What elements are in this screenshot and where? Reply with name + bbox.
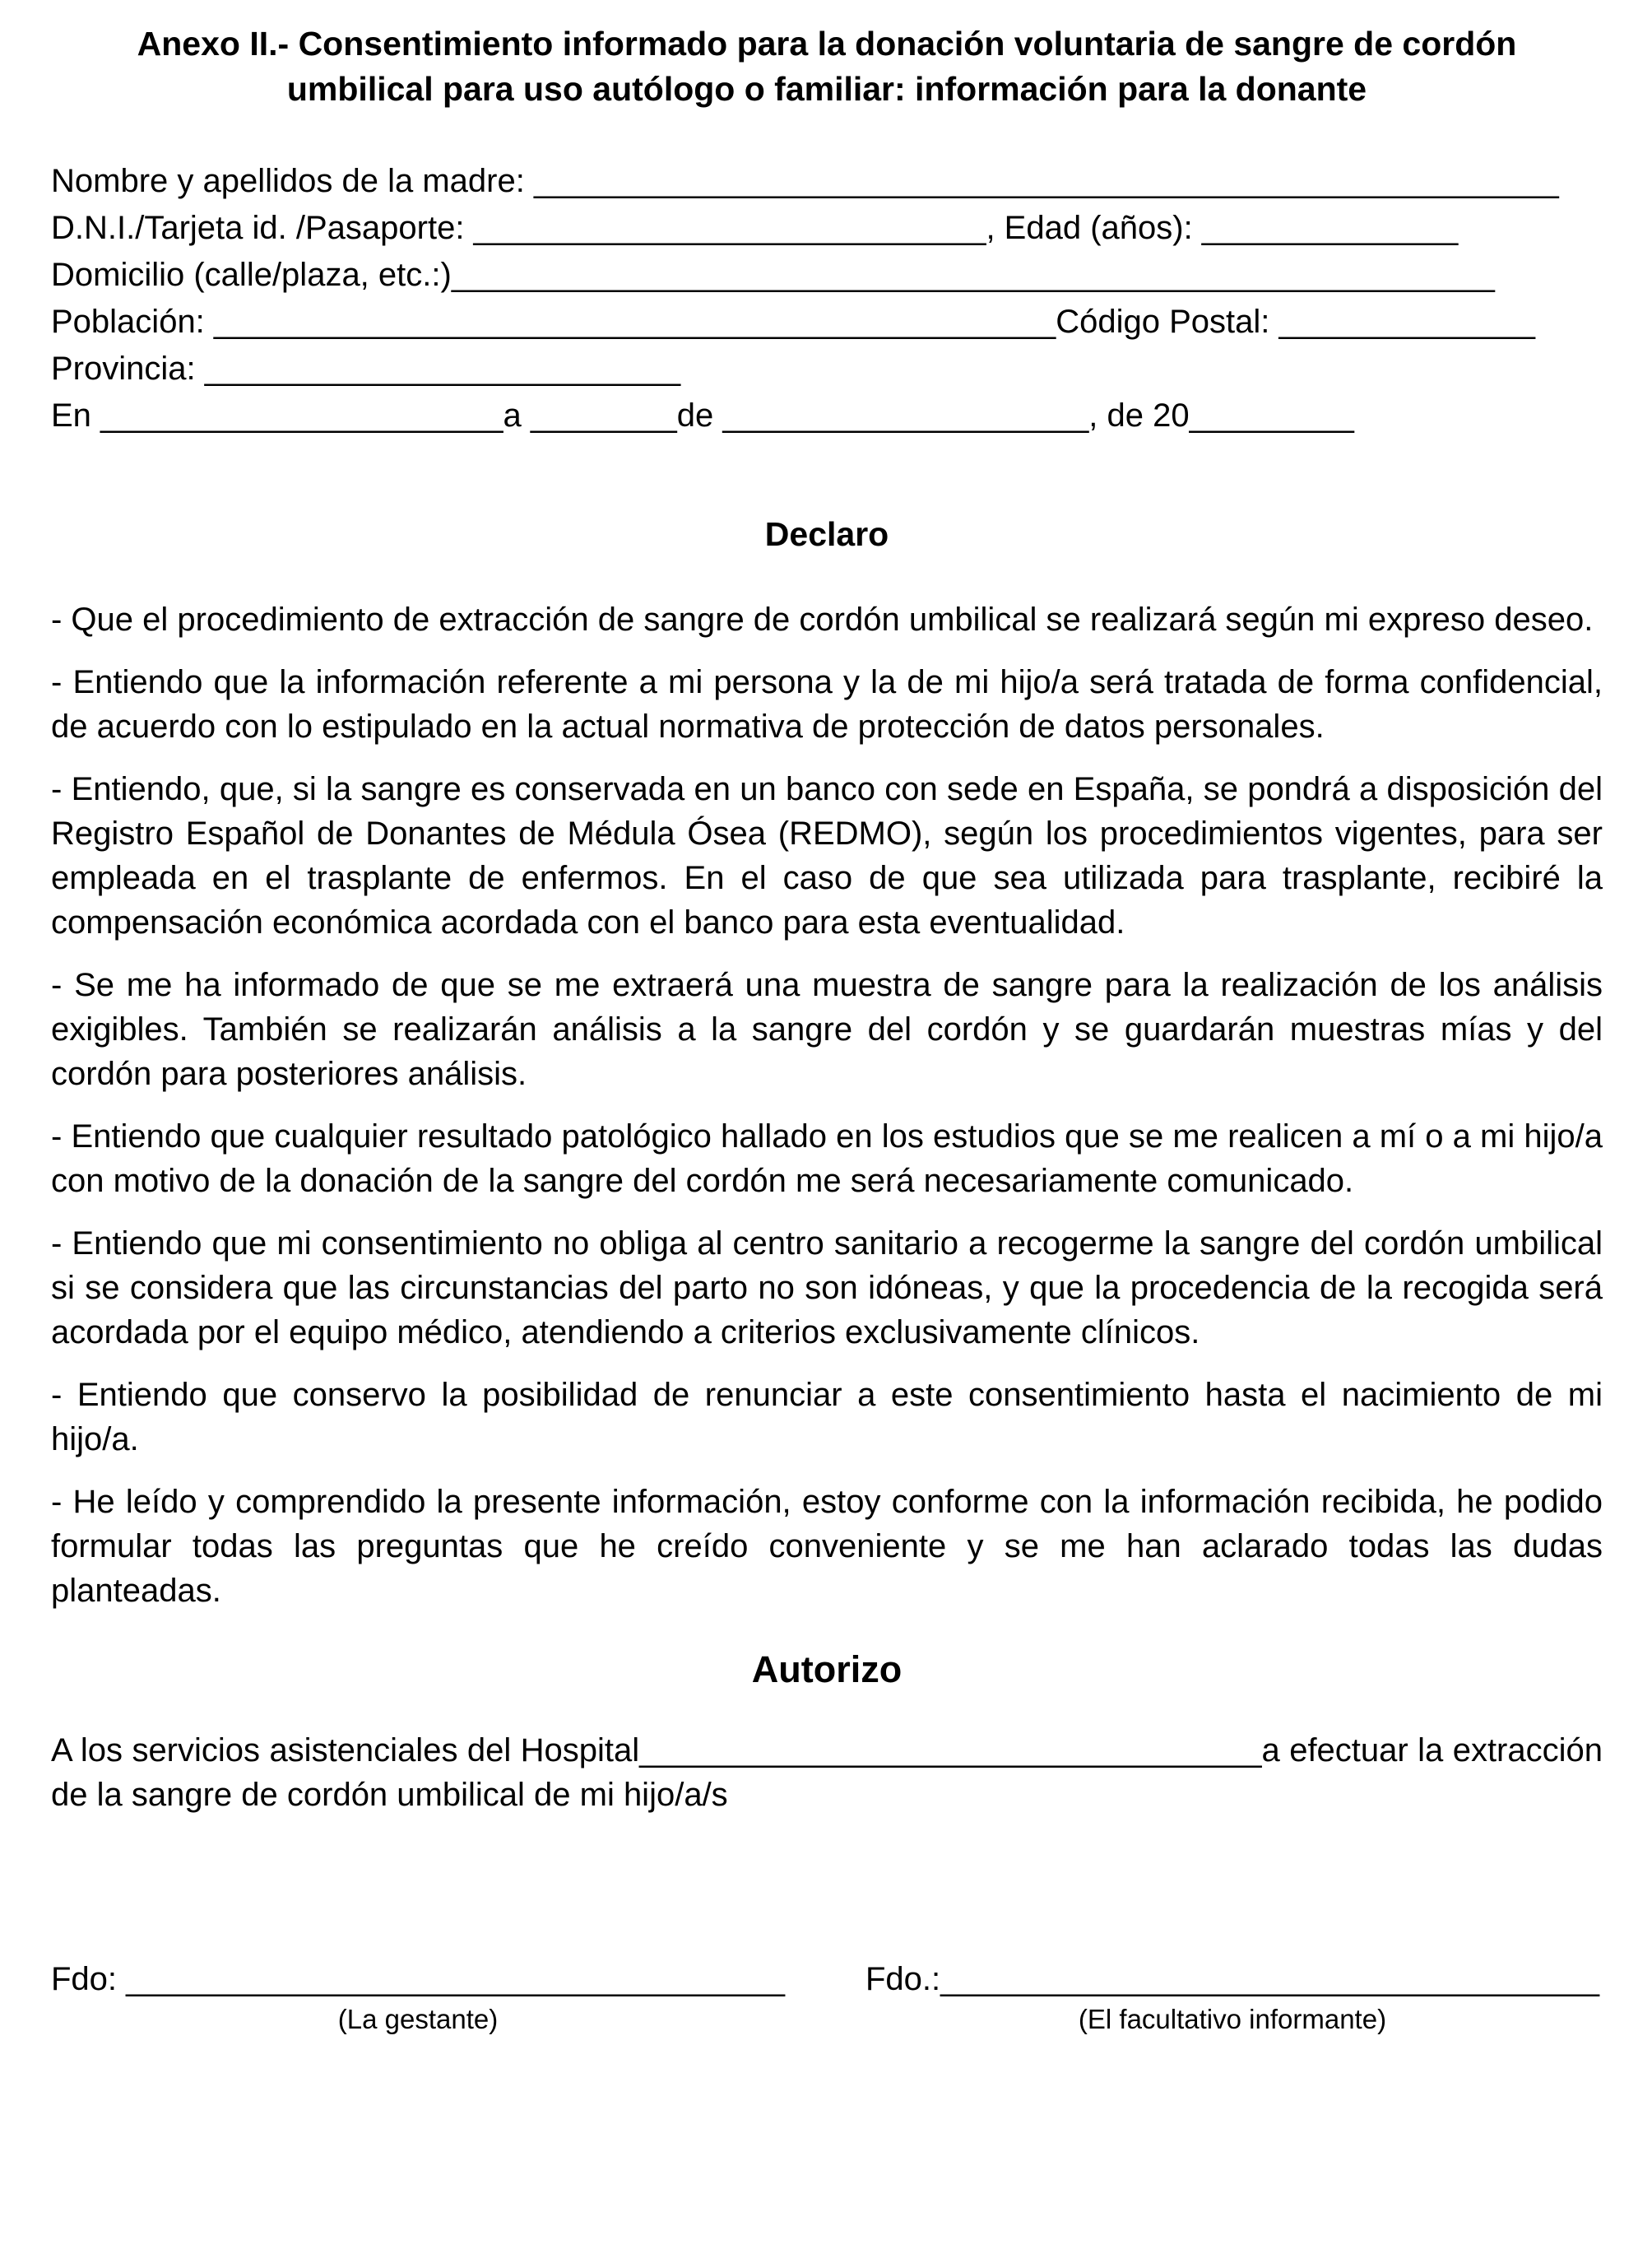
section-heading-declaro: Declaro [764, 515, 889, 553]
signature-line-gestante: Fdo: ____________________________________ [51, 1961, 786, 1997]
declaration-item-8: - He leído y comprendido la presente información, estoy conforme con la información recibida, he podido formular todas las preguntas que he creído conveniente y se me han aclarado todas las dudas planteadas. [51, 1484, 1603, 1609]
signatures-row [51, 1957, 1603, 2036]
donor-data-fields [51, 158, 1603, 439]
document-title-line-1: Anexo II.- Consentimiento informado para la donación voluntaria de sangre de cordón [137, 25, 1517, 63]
declaration-item-7: - Entiendo que conservo la posibilidad de renunciar a este consentimiento hasta el nacimiento de mi hijo/a. [51, 1377, 1603, 1457]
signature-block-facultativo [865, 1957, 1599, 2036]
declaration-item-1: - Que el procedimiento de extracción de sangre de cordón umbilical se realizará según mi expreso deseo. [51, 602, 1594, 638]
declaration-item-6: - Entiendo que mi consentimiento no obliga al centro sanitario a recogerme la sangre del cordón umbilical si se considera que las circunstancias del parto no son idóneas, y que la procedencia de la recogida será acordada por el equipo médico, atendiendo a criterios exclusivamente clínicos. [51, 1225, 1603, 1350]
signature-caption-gestante: (La gestante) [337, 2004, 499, 2034]
field-nombre-madre: Nombre y apellidos de la madre: ________________________________________________________ [51, 163, 1559, 199]
field-dni-edad: D.N.I./Tarjeta id. /Pasaporte: ____________________________, Edad (años): ______________ [51, 210, 1459, 246]
declaration-item-4: - Se me ha informado de que se me extraerá una muestra de sangre para la realización de los análisis exigibles. También se realizarán análisis a la sangre del cordón y se guardarán muestras mías y del cordón para posteriores análisis. [51, 967, 1603, 1092]
document-title [51, 21, 1603, 112]
field-domicilio: Domicilio (calle/plaza, etc.:)_________________________________________________________ [51, 257, 1495, 293]
document-title-line-2: umbilical para uso autólogo o familiar: información para la donante [286, 70, 1367, 108]
declaration-item-2: - Entiendo que la información referente a mi persona y la de mi hijo/a será tratada de forma confidencial, de acuerdo con lo estipulado en la actual normativa de protección de datos personales. [51, 664, 1603, 745]
declarations-list [51, 597, 1603, 1613]
section-heading-autorizo: Autorizo [751, 1648, 903, 1690]
field-provincia: Provincia: __________________________ [51, 351, 681, 387]
signature-line-facultativo: Fdo.:____________________________________ [865, 1961, 1599, 1997]
authorization-text: A los servicios asistenciales del Hospital__________________________________a efectuar la extracción de la sangre de cordón umbilical de mi hijo/a/s [51, 1732, 1603, 1813]
signature-caption-facultativo: (El facultativo informante) [1078, 2004, 1387, 2034]
signature-block-gestante [51, 1957, 785, 2036]
field-lugar-fecha: En ______________________a ________de ____________________, de 20_________ [51, 397, 1354, 434]
declaration-item-3: - Entiendo, que, si la sangre es conservada en un banco con sede en España, se pondrá a disposición del Registro Español de Donantes de Médula Ósea (REDMO), según los procedimientos vigentes, para ser empleada en el trasplante de enfermos. En el caso de que sea utilizada para trasplante, recibiré la compensación económica acordada con el banco para esta eventualidad. [51, 771, 1603, 941]
field-poblacion-codigo-postal: Población: ______________________________________________Código Postal: ______________ [51, 304, 1535, 340]
declaration-item-5: - Entiendo que cualquier resultado patológico hallado en los estudios que se me realicen a mí o a mi hijo/a con motivo de la donación de la sangre del cordón me será necesariamente comunicado. [51, 1118, 1603, 1199]
